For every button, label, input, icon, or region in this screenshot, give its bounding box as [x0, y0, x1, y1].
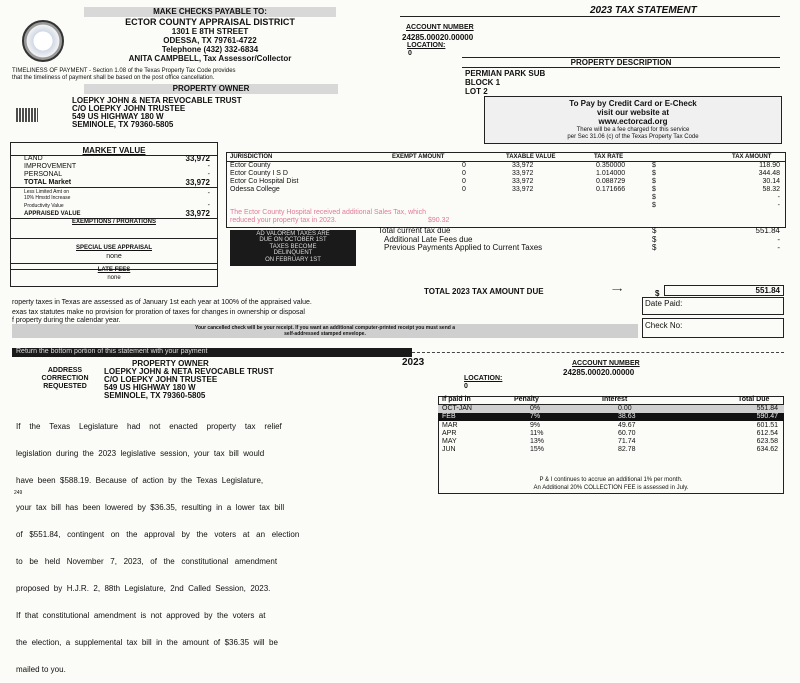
- divider: [462, 67, 780, 68]
- grand-total-label: TOTAL 2023 TAX AMOUNT DUE: [424, 287, 544, 296]
- schedule-interest: 60.70: [618, 430, 636, 437]
- schedule-total: 601.51: [756, 422, 778, 429]
- location-value: 0: [408, 50, 412, 57]
- county-seal: [22, 20, 64, 62]
- special-use-title: SPECIAL USE APPRAISAL: [75, 245, 152, 251]
- schedule-header: Total Due: [738, 396, 770, 403]
- timeliness-text: TIMELINESS OF PAYMENT - Section 1.08 of the Texas Property Tax Code provides: [12, 68, 236, 74]
- stub-owner-line: LOEPKY JOHN & NETA REVOCABLE TRUST: [104, 367, 274, 376]
- paragraph-line: If that constitutional amendment is not approved by the voters at: [16, 611, 266, 620]
- special-use-value: none: [106, 253, 122, 260]
- taxable-value: 33,972: [512, 186, 534, 193]
- tax-amount: 30.14: [762, 178, 780, 185]
- table-row: [226, 194, 786, 202]
- tax-rate: 0.350000: [596, 162, 626, 169]
- address-correction: ADDRESS: [47, 367, 83, 374]
- hospital-notice-row: [226, 217, 786, 225]
- ad-valorem-text: DELINQUENT: [273, 250, 313, 256]
- schedule-interest: 38.63: [618, 413, 636, 420]
- receipt-note: self-addressed stamped envelope.: [284, 331, 366, 337]
- owner-title: PROPERTY OWNER: [84, 84, 338, 94]
- schedule-month: FEB: [442, 413, 456, 420]
- statement-title: 2023 TAX STATEMENT: [590, 5, 697, 16]
- currency-sign: $: [652, 162, 656, 169]
- limited-label: 10% Hmstd Increase: [24, 195, 71, 201]
- assessed-note: roperty taxes in Texas are assessed as of January 1st each year at 100% of the appraised value.: [12, 299, 312, 306]
- credit-card-title: To Pay by Credit Card or E-Check: [569, 99, 697, 108]
- table-row: [438, 405, 784, 413]
- property-description-line: BLOCK 1: [465, 78, 501, 87]
- jurisdiction-header: TAX RATE: [594, 154, 624, 160]
- hospital-notice: reduced your property tax in 2023.: [230, 217, 337, 224]
- previous-payments-label: Previous Payments Applied to Current Taxes: [384, 243, 543, 252]
- schedule-header: If paid in: [442, 396, 471, 403]
- market-value-title: MARKET VALUE: [82, 146, 146, 155]
- tear-line: [412, 352, 784, 353]
- hospital-notice-row: [226, 209, 786, 217]
- productivity-value: -: [207, 202, 210, 209]
- currency-sign: $: [652, 194, 656, 201]
- paragraph-line: proposed by H.J.R. 2, 88th Legislature, 2nd Called Session, 2023.: [16, 584, 271, 593]
- paragraph-line: have been $588.19. Because of action by the Texas Legislature,: [16, 476, 264, 485]
- owner-line: SEMINOLE, TX 79360-5805: [72, 120, 174, 129]
- jurisdiction-name: Odessa College: [230, 186, 280, 193]
- schedule-month: APR: [442, 430, 457, 437]
- improvement-label: IMPROVEMENT: [24, 163, 77, 170]
- timeliness-text: that the timeliness of payment shall be based on the post office cancellation.: [12, 75, 215, 81]
- paragraph-line: the election, a supplemental tax bill in the amount of $36.35 will be: [16, 638, 278, 647]
- table-row: [438, 430, 784, 438]
- paragraph-line: of $551.84, contingent on the approval by the voters at an election: [16, 530, 300, 539]
- limited-label: Less Limited Amt on: [24, 189, 70, 195]
- currency-sign: $: [652, 202, 656, 209]
- schedule-penalty: 15%: [530, 446, 545, 453]
- stub-owner-title: PROPERTY OWNER: [132, 359, 209, 368]
- schedule-penalty: 0%: [530, 405, 541, 412]
- stub-location-value: 0: [464, 383, 468, 390]
- address-correction: REQUESTED: [43, 383, 87, 390]
- late-fees-value: none: [107, 275, 121, 281]
- personal-label: PERSONAL: [24, 171, 63, 178]
- late-fees-due-sign: $: [652, 235, 657, 244]
- grand-total-sign: $: [655, 289, 660, 298]
- paragraph-line: mailed to you.: [16, 665, 66, 674]
- schedule-month: JUN: [442, 446, 456, 453]
- schedule-header: Penalty: [514, 396, 539, 403]
- improvement-value: -: [207, 163, 210, 170]
- website-link[interactable]: www.ectorcad.org: [598, 117, 668, 126]
- schedule-penalty: 9%: [530, 422, 541, 429]
- taxable-value: 33,972: [512, 162, 534, 169]
- total-market-value: 33,972: [185, 178, 210, 187]
- table-row: [226, 162, 786, 170]
- tax-rate: 0.171666: [596, 186, 626, 193]
- schedule-penalty: 7%: [530, 413, 541, 420]
- tax-amount: 118.90: [759, 162, 780, 169]
- paragraph-line: to be held November 7, 2023, of the constitutional amendment: [16, 557, 278, 566]
- legislature-paragraph: [16, 404, 436, 683]
- jurisdiction-rows: [226, 162, 786, 226]
- owner-line: 549 US HIGHWAY 180 W: [72, 112, 164, 121]
- ad-valorem-text: AD VALOREM TAXES ARE: [256, 231, 330, 237]
- late-fees-due-value: -: [777, 235, 780, 244]
- stub-owner-line: 549 US HIGHWAY 180 W: [104, 383, 196, 392]
- exempt-amount: 0: [462, 162, 466, 169]
- grand-total-value: 551.84: [755, 286, 780, 295]
- location-label: LOCATION:: [407, 42, 446, 49]
- schedule-total: 612.54: [756, 430, 778, 437]
- account-label: ACCOUNT NUMBER: [406, 24, 474, 31]
- property-description-line: LOT 2: [465, 87, 488, 96]
- taxable-value: 33,972: [512, 178, 534, 185]
- table-row: [226, 186, 786, 194]
- return-text: Return the bottom portion of this statement with your payment: [16, 348, 208, 355]
- date-paid-label: Date Paid:: [645, 299, 683, 308]
- schedule-interest: 71.74: [618, 438, 636, 445]
- jurisdiction-header: TAXABLE VALUE: [506, 154, 556, 160]
- check-no-label: Check No:: [645, 321, 683, 330]
- schedule-month: MAY: [442, 438, 457, 445]
- account-number: 24285.00020.00000: [402, 33, 474, 42]
- schedule-note: An Additional 20% COLLECTION FEE is assessed in July.: [533, 485, 689, 491]
- receipt-note: Your cancelled check will be your receipt. If you want an additional computer-printed receipt you must send a: [195, 325, 455, 331]
- land-label: LAND: [24, 155, 43, 162]
- jurisdiction-name: Ector County: [230, 162, 271, 169]
- table-row: [438, 446, 784, 454]
- proration-note: f property during the calendar year.: [12, 317, 121, 324]
- hospital-notice-amount: $90.32: [428, 217, 450, 224]
- district-name: ECTOR COUNTY APPRAISAL DISTRICT: [125, 17, 295, 27]
- tax-rate: 0.088729: [596, 178, 626, 185]
- table-row: [226, 170, 786, 178]
- paragraph-line: your tax bill has been lowered by $36.35, resulting in a lower tax bill: [16, 503, 285, 512]
- exemptions-title: EXEMPTIONS / PRORATIONS: [72, 219, 156, 225]
- hospital-notice: The Ector County Hospital received additional Sales Tax, which: [230, 209, 426, 216]
- footer-code: 249: [14, 490, 23, 496]
- late-fees-title: LATE FEES: [97, 267, 131, 273]
- schedule-total: 623.58: [756, 438, 778, 445]
- ad-valorem-text: DUE ON OCTOBER 1ST: [259, 237, 327, 243]
- credit-card-visit: visit our website at: [596, 108, 670, 117]
- previous-payments-value: -: [777, 243, 780, 252]
- collector-name: ANITA CAMPBELL, Tax Assessor/Collector: [128, 54, 292, 63]
- current-tax-value: 551.84: [755, 226, 780, 235]
- paragraph-line: If the Texas Legislature had not enacted property tax relief: [16, 422, 282, 431]
- jurisdiction-header: TAX AMOUNT: [732, 154, 772, 160]
- tax-amount: 58.32: [762, 186, 780, 193]
- personal-value: -: [207, 171, 210, 178]
- jurisdiction-name: Ector County I S D: [230, 170, 288, 177]
- schedule-penalty: 13%: [530, 438, 545, 445]
- jurisdiction-header: JURISDICTION: [230, 154, 273, 160]
- limited-value: -: [207, 190, 210, 197]
- exempt-amount: 0: [462, 186, 466, 193]
- table-row: [226, 178, 786, 186]
- make-checks-banner: MAKE CHECKS PAYABLE TO:: [84, 7, 336, 17]
- address-correction: CORRECTION: [41, 375, 89, 382]
- current-tax-label: Total current tax due: [378, 226, 451, 235]
- appraised-value: 33,972: [185, 209, 210, 218]
- credit-card-fee: per Sec 31.06 (c) of the Texas Property Tax Code: [567, 134, 699, 140]
- exempt-amount: 0: [462, 170, 466, 177]
- total-market-label: TOTAL Market: [24, 179, 72, 186]
- exempt-amount: 0: [462, 178, 466, 185]
- schedule-total: 551.84: [756, 405, 778, 412]
- schedule-month: OCT-JAN: [442, 405, 472, 412]
- stub-owner-line: SEMINOLE, TX 79360-5805: [104, 391, 206, 400]
- schedule-interest: 0.00: [618, 405, 632, 412]
- owner-line: C/O LOEPKY JOHN TRUSTEE: [72, 104, 186, 113]
- district-telephone: Telephone (432) 332-6834: [161, 45, 259, 54]
- tax-amount: 344.48: [758, 170, 780, 177]
- owner-line: LOEPKY JOHN & NETA REVOCABLE TRUST: [72, 96, 242, 105]
- table-row: [438, 413, 784, 421]
- previous-payments-sign: $: [652, 243, 657, 252]
- currency-sign: $: [652, 170, 656, 177]
- schedule-penalty: 11%: [530, 430, 544, 437]
- divider: [10, 238, 218, 239]
- taxable-value: 33,972: [512, 170, 534, 177]
- property-description-line: PERMIAN PARK SUB: [465, 69, 546, 78]
- tax-amount: -: [777, 194, 780, 201]
- ad-valorem-text: TAXES BECOME: [269, 244, 317, 250]
- currency-sign: $: [652, 178, 656, 185]
- table-row: [438, 438, 784, 446]
- tax-rate: 1.014000: [596, 170, 626, 177]
- current-tax-sign: $: [652, 226, 657, 235]
- late-fees-due-label: Additional Late Fees due: [384, 235, 473, 244]
- jurisdiction-name: Ector Co Hospital Dist: [230, 178, 299, 185]
- title-underline: [400, 16, 780, 17]
- land-value: 33,972: [185, 154, 210, 163]
- schedule-month: MAR: [442, 422, 458, 429]
- productivity-label: Productivity Value: [24, 203, 64, 209]
- ad-valorem-text: ON FEBRUARY 1ST: [265, 257, 321, 263]
- paragraph-line: legislation during the 2023 legislative session, your tax bill would: [16, 449, 265, 458]
- jurisdiction-header: EXEMPT AMOUNT: [392, 154, 445, 160]
- district-address2: ODESSA, TX 79761-4722: [163, 36, 257, 45]
- schedule-total: 590.47: [756, 413, 778, 420]
- stub-account-label: ACCOUNT NUMBER: [572, 360, 640, 367]
- schedule-header: Interest: [602, 396, 628, 403]
- schedule-total: 634.62: [756, 446, 778, 453]
- appraised-label: APPRAISED VALUE: [24, 211, 81, 217]
- divider: [10, 187, 218, 188]
- stub-owner-line: C/O LOEPKY JOHN TRUSTEE: [104, 375, 218, 384]
- currency-sign: $: [652, 186, 656, 193]
- stub-location-label: LOCATION:: [464, 375, 503, 382]
- proration-note: exas tax statutes make no provision for proration of taxes for changes in ownership or disposal: [12, 309, 305, 316]
- arrow-icon: ⟶: [612, 287, 623, 294]
- schedule-interest: 49.67: [618, 422, 636, 429]
- district-address1: 1301 E 8TH STREET: [171, 27, 249, 36]
- stub-account-number: 24285.00020.00000: [563, 368, 635, 377]
- schedule-interest: 82.78: [618, 446, 636, 453]
- credit-card-fee: There will be a fee charged for this service: [576, 127, 690, 133]
- schedule-rows: [438, 405, 784, 477]
- schedule-note: P & I continues to accrue an additional 1% per month.: [539, 477, 683, 483]
- property-description-title: PROPERTY DESCRIPTION: [570, 58, 672, 67]
- stub-year: 2023: [402, 357, 425, 368]
- qr-code: [16, 108, 38, 122]
- table-row: [438, 422, 784, 430]
- tax-amount: -: [777, 202, 780, 209]
